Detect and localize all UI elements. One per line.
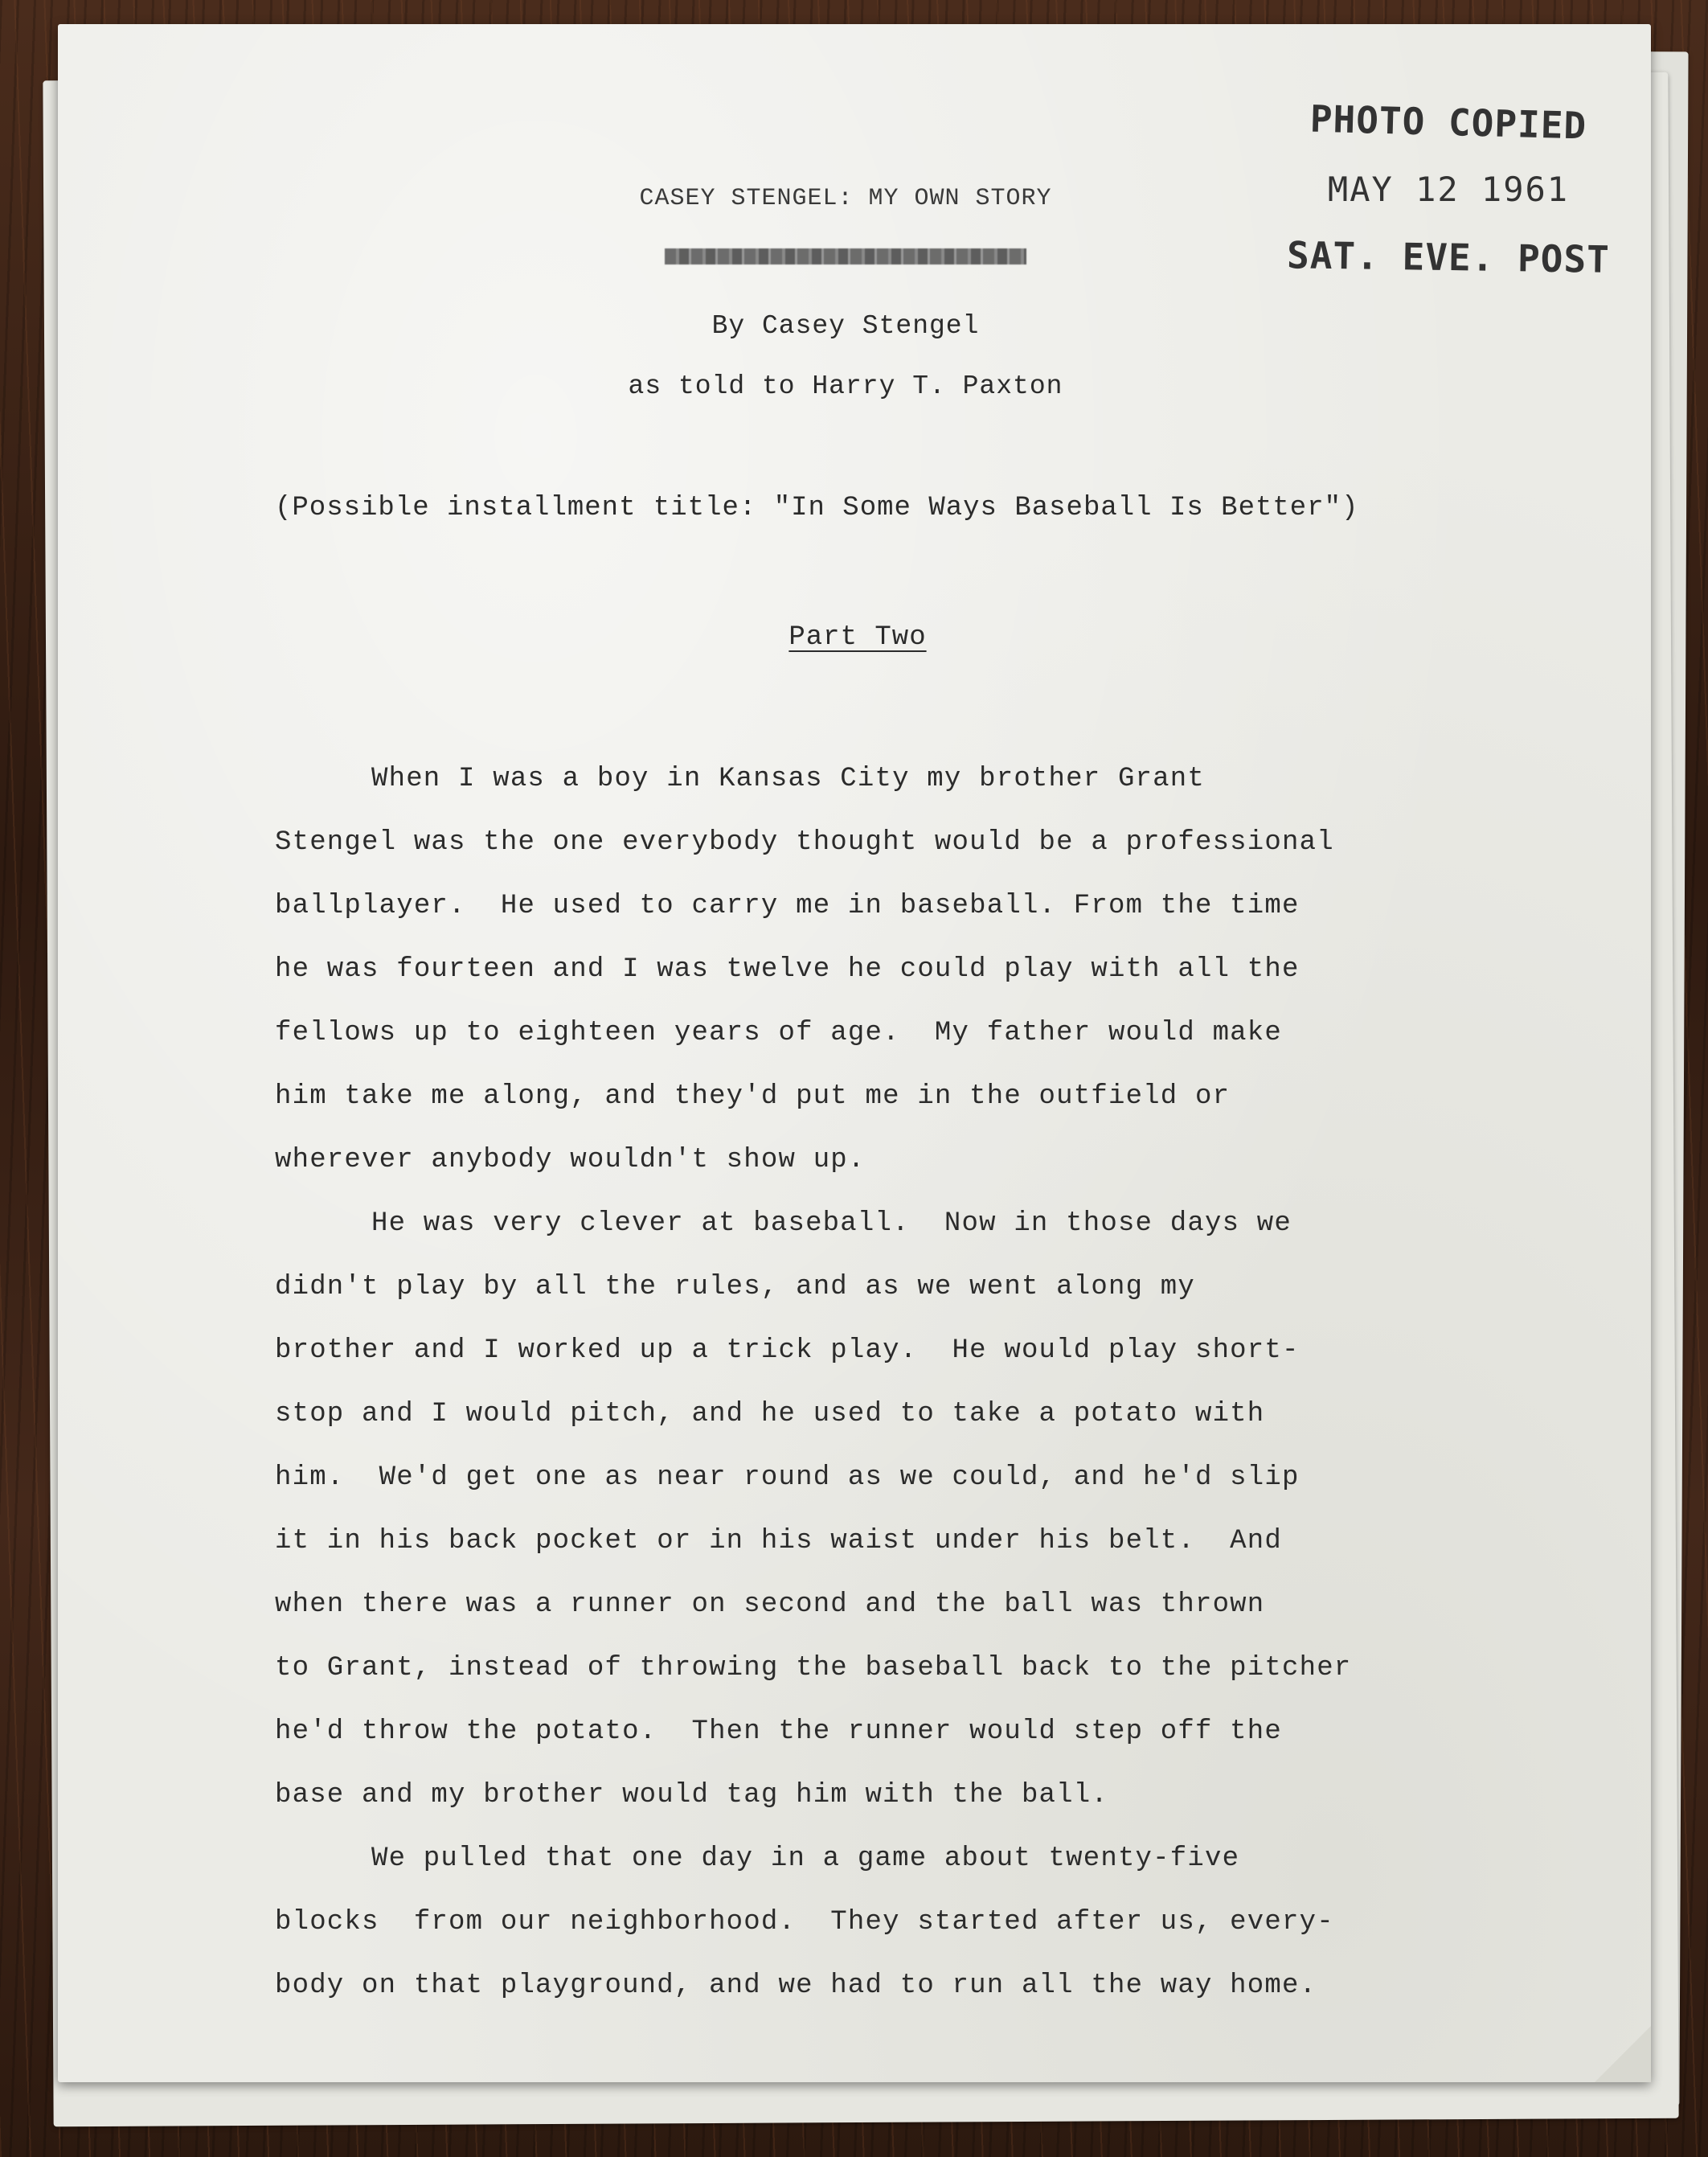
text-line: to Grant, instead of throwing the baseball back to the pitcher [275, 1653, 1352, 1683]
stamp-line: SAT. EVE. POST [1286, 233, 1611, 281]
stamp-line: PHOTO COPIED [1309, 96, 1587, 148]
text-line: base and my brother would tag him with the ball. [275, 1780, 1108, 1810]
text-line: Stengel was the one everybody thought would be a professional [275, 827, 1334, 858]
text-line: he was fourteen and I was twelve he could play with all the [275, 954, 1300, 985]
text-line: it in his back pocket or in his waist under his belt. And [275, 1526, 1282, 1556]
text-line: him. We'd get one as near round as we could, and he'd slip [275, 1462, 1300, 1493]
byline: By Casey Stengel [711, 311, 980, 341]
text-line: when there was a runner on second and the ball was thrown [275, 1589, 1265, 1620]
text-line: ballplayer. He used to carry me in baseball. From the time [275, 891, 1300, 921]
text-line: When I was a boy in Kansas City my brother Grant [371, 764, 1205, 794]
text-line: didn't play by all the rules, and as we went along my [275, 1272, 1195, 1302]
text-line: stop and I would pitch, and he used to take a potato with [275, 1399, 1265, 1429]
strikethrough-mark [665, 248, 1026, 264]
text-line: blocks from our neighborhood. They started after us, every- [275, 1907, 1334, 1938]
text-line: We pulled that one day in a game about twenty-five [371, 1843, 1240, 1874]
installment-title-note: (Possible installment title: "In Some Ways Baseball Is Better") [275, 493, 1359, 523]
text-line: him take me along, and they'd put me in the outfield or [275, 1081, 1231, 1112]
text-line: wherever anybody wouldn't show up. [275, 1145, 866, 1175]
body-text [275, 748, 1593, 2018]
struck-out-line [58, 243, 1633, 273]
text-line: he'd throw the potato. Then the runner would step off the [275, 1716, 1282, 1747]
manuscript-title: CASEY STENGEL: MY OWN STORY [639, 185, 1052, 212]
part-heading [58, 622, 1657, 653]
text-line: He was very clever at baseball. Now in those days we [371, 1208, 1292, 1239]
text-line: body on that playground, and we had to run all the way home. [275, 1970, 1317, 2001]
told-to-line: as told to Harry T. Paxton [628, 371, 1063, 401]
text-line: fellows up to eighteen years of age. My father would make [275, 1018, 1282, 1048]
part-label: Part Two [788, 622, 927, 653]
typewritten-page [58, 24, 1651, 2082]
text-line: brother and I worked up a trick play. He would play short- [275, 1335, 1300, 1366]
folded-corner [1595, 2026, 1651, 2082]
stamp-date: MAY 12 1961 [1327, 170, 1570, 209]
